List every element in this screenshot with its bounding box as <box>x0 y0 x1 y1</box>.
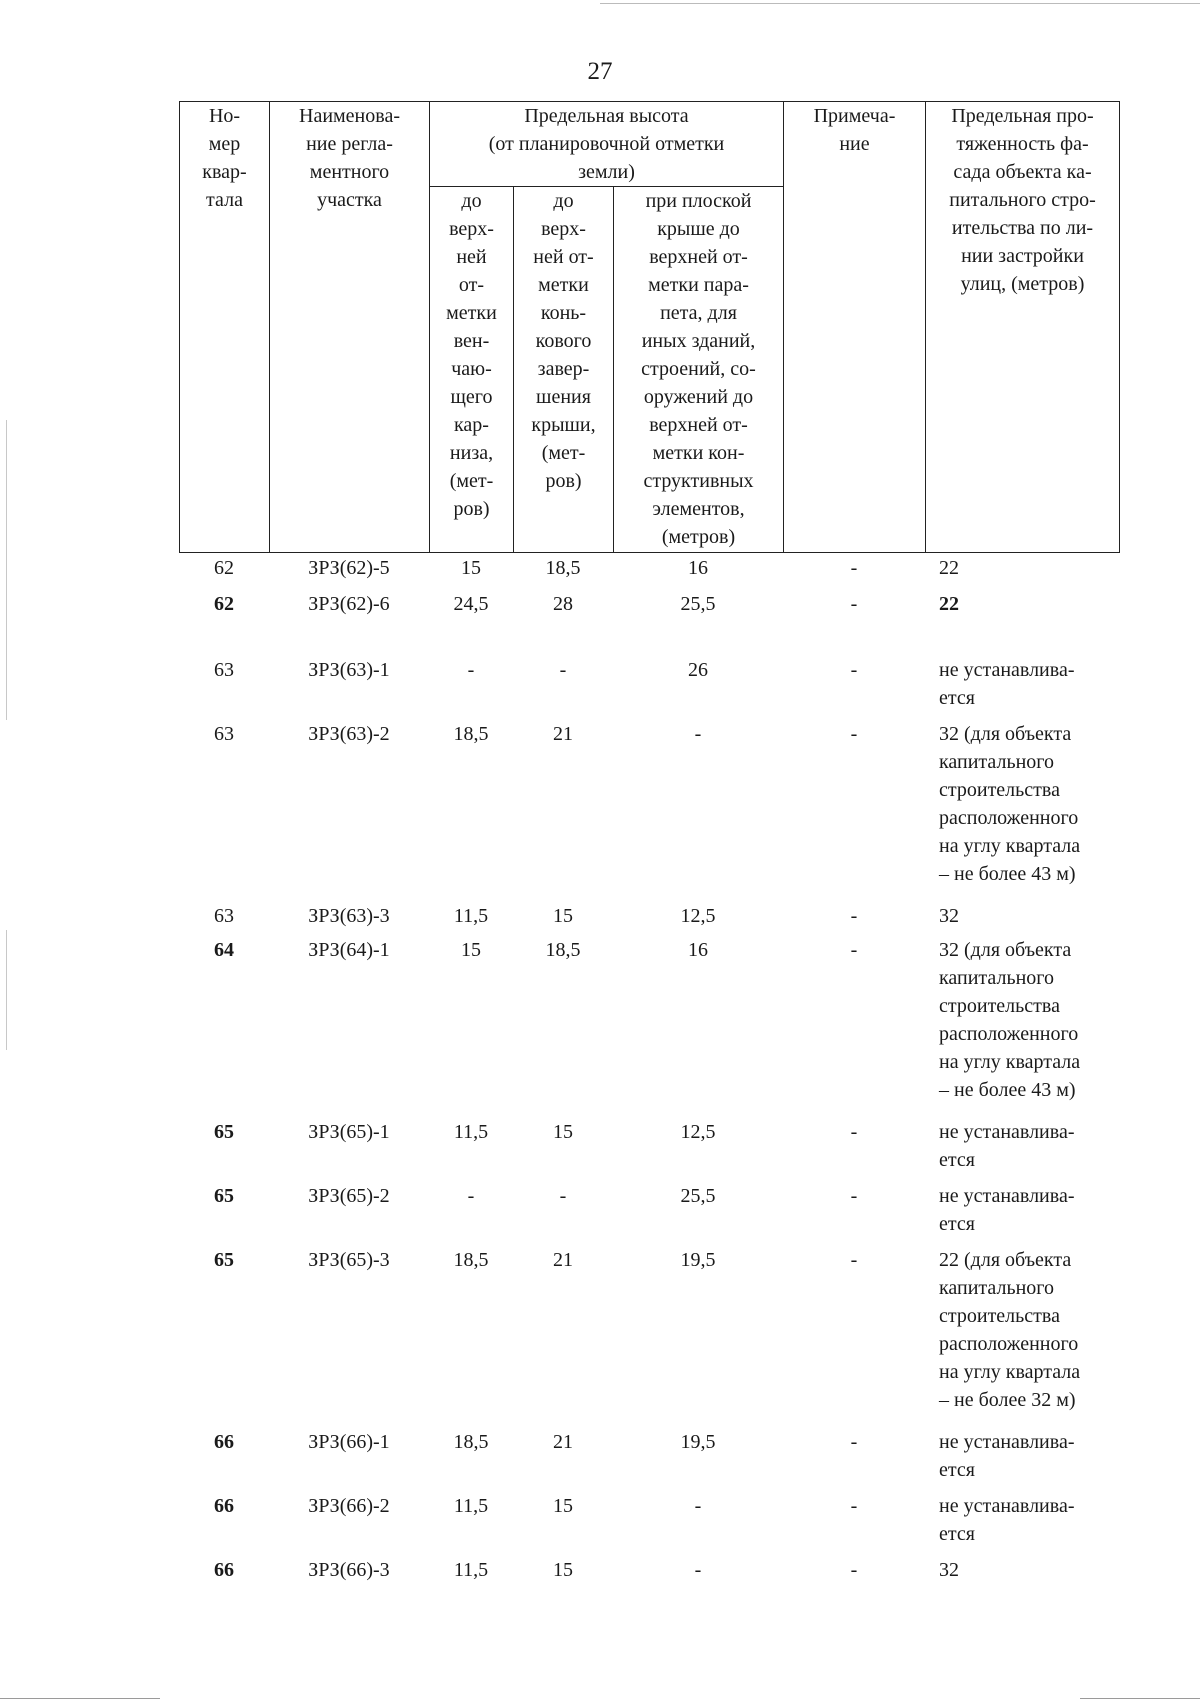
cell-flat-roof-height: 16 <box>688 557 708 579</box>
cell-facade-length: 22 <box>939 593 959 615</box>
cell-ridge-height: 15 <box>553 1121 573 1143</box>
cell-note: - <box>850 905 858 927</box>
cell-plot-name: ЗРЗ(62)-6 <box>308 593 390 615</box>
cell-ridge-height: 28 <box>553 593 573 615</box>
cell-note: - <box>850 1185 858 1207</box>
cell-facade-length: 32 (для объекта капитального строительства расположенного на углу квартала – не более 43 м) <box>939 939 1081 1101</box>
cell-flat-roof-height: 26 <box>688 659 708 681</box>
cell-plot-name: ЗРЗ(64)-1 <box>308 939 390 961</box>
cell-cornice-height: - <box>467 659 475 681</box>
cell-note: - <box>850 557 858 579</box>
table-body <box>179 554 1119 1584</box>
cell-quarter-number: 62 <box>214 557 234 579</box>
table-row <box>179 656 1119 712</box>
scan-top-rule <box>600 3 1200 4</box>
table-header <box>179 101 1120 553</box>
cell-cornice-height: 18,5 <box>453 723 489 745</box>
cell-note: - <box>850 593 858 615</box>
cell-plot-name: ЗРЗ(66)-3 <box>308 1559 390 1581</box>
cell-quarter-number: 65 <box>214 1121 234 1143</box>
scan-bottom-rule <box>0 1698 160 1699</box>
cell-note: - <box>850 1431 858 1453</box>
cell-plot-name: ЗРЗ(65)-3 <box>308 1249 390 1271</box>
cell-quarter-number: 63 <box>214 905 234 927</box>
cell-quarter-number: 63 <box>214 659 234 681</box>
cell-flat-roof-height: - <box>694 1559 702 1581</box>
cell-plot-name: ЗРЗ(62)-5 <box>308 557 390 579</box>
cell-facade-length: 32 (для объекта капитального строительства расположенного на углу квартала – не более 43 м) <box>939 723 1081 885</box>
scan-margin-line <box>6 420 7 720</box>
cell-flat-roof-height: - <box>694 723 702 745</box>
table-row <box>179 1118 1119 1174</box>
cell-flat-roof-height: 16 <box>688 939 708 961</box>
table-row <box>179 554 1119 582</box>
cell-quarter-number: 66 <box>214 1559 234 1581</box>
cell-quarter-number: 66 <box>214 1495 234 1517</box>
cell-facade-length: не устанавлива- ется <box>939 1121 1075 1171</box>
cell-note: - <box>850 1121 858 1143</box>
cell-facade-length: 22 <box>939 557 959 579</box>
cell-note: - <box>850 1559 858 1581</box>
cell-flat-roof-height: 19,5 <box>680 1249 716 1271</box>
cell-cornice-height: 24,5 <box>453 593 489 615</box>
cell-plot-name: ЗРЗ(66)-2 <box>308 1495 390 1517</box>
cell-cornice-height: 18,5 <box>453 1249 489 1271</box>
cell-ridge-height: - <box>559 659 567 681</box>
cell-plot-name: ЗРЗ(65)-1 <box>308 1121 390 1143</box>
scan-margin-line <box>6 930 7 1050</box>
table-row <box>179 590 1119 618</box>
cell-facade-length: не устанавлива- ется <box>939 1185 1075 1235</box>
cell-flat-roof-height: 19,5 <box>680 1431 716 1453</box>
cell-ridge-height: 15 <box>553 1495 573 1517</box>
cell-facade-length: 32 <box>939 905 959 927</box>
cell-ridge-height: 21 <box>553 723 573 745</box>
cell-facade-length: не устанавлива- ется <box>939 1431 1075 1481</box>
cell-plot-name: ЗРЗ(63)-3 <box>308 905 390 927</box>
header-flat-roof: при плоской крыше до верхней от- метки пара- пета, для иных зданий, строений, со- оружений до верхней от- метки кон- структивных элементов, (метров) <box>614 187 784 553</box>
cell-ridge-height: 15 <box>553 905 573 927</box>
table-row <box>179 1182 1119 1238</box>
cell-quarter-number: 63 <box>214 723 234 745</box>
cell-flat-roof-height: 25,5 <box>680 593 716 615</box>
table-row <box>179 720 1119 888</box>
cell-cornice-height: 15 <box>461 557 481 579</box>
cell-ridge-height: 21 <box>553 1249 573 1271</box>
cell-quarter-number: 64 <box>214 939 234 961</box>
table-row <box>179 1428 1119 1484</box>
cell-cornice-height: 11,5 <box>453 1495 489 1517</box>
header-height-group: Предельная высота (от планировочной отметки земли) <box>430 102 784 187</box>
cell-ridge-height: - <box>559 1185 567 1207</box>
cell-cornice-height: 11,5 <box>453 1559 489 1581</box>
table-row <box>179 1246 1119 1414</box>
cell-plot-name: ЗРЗ(63)-2 <box>308 723 390 745</box>
cell-plot-name: ЗРЗ(66)-1 <box>308 1431 390 1453</box>
cell-cornice-height: 11,5 <box>453 905 489 927</box>
cell-quarter-number: 65 <box>214 1185 234 1207</box>
page-number: 27 <box>587 58 613 85</box>
header-ridge: до верх- ней от- метки конь- кового завер- шения крыши, (мет- ров) <box>514 187 614 553</box>
table-row <box>179 1556 1119 1584</box>
cell-flat-roof-height: 12,5 <box>680 1121 716 1143</box>
cell-ridge-height: 18,5 <box>545 557 581 579</box>
table-row <box>179 902 1119 930</box>
cell-cornice-height: - <box>467 1185 475 1207</box>
table-row <box>179 936 1119 1104</box>
cell-cornice-height: 11,5 <box>453 1121 489 1143</box>
scan-bottom-rule <box>1080 1698 1200 1699</box>
header-cornice: до верх- ней от- метки вен- чаю- щего кар- низа, (мет- ров) <box>430 187 514 553</box>
header-facade: Предельная про- тяженность фа- сада объекта ка- питального стро- ительства по ли- нии застройки улиц, (метров) <box>926 102 1120 553</box>
cell-cornice-height: 15 <box>461 939 481 961</box>
cell-facade-length: не устанавлива- ется <box>939 1495 1075 1545</box>
cell-quarter-number: 65 <box>214 1249 234 1271</box>
header-name: Наименова- ние регла- ментного участка <box>270 102 430 553</box>
cell-plot-name: ЗРЗ(65)-2 <box>308 1185 390 1207</box>
table-row <box>179 1492 1119 1548</box>
cell-quarter-number: 66 <box>214 1431 234 1453</box>
cell-ridge-height: 21 <box>553 1431 573 1453</box>
cell-facade-length: не устанавлива- ется <box>939 659 1075 709</box>
cell-flat-roof-height: 25,5 <box>680 1185 716 1207</box>
cell-note: - <box>850 723 858 745</box>
cell-flat-roof-height: 12,5 <box>680 905 716 927</box>
cell-facade-length: 32 <box>939 1559 959 1581</box>
cell-ridge-height: 18,5 <box>545 939 581 961</box>
cell-facade-length: 22 (для объекта капитального строительства расположенного на углу квартала – не более 32 м) <box>939 1249 1081 1411</box>
cell-flat-roof-height: - <box>694 1495 702 1517</box>
cell-quarter-number: 62 <box>214 593 234 615</box>
cell-cornice-height: 18,5 <box>453 1431 489 1453</box>
header-quarter: Но- мер квар- тала <box>180 102 270 553</box>
cell-note: - <box>850 1249 858 1271</box>
cell-plot-name: ЗРЗ(63)-1 <box>308 659 390 681</box>
cell-note: - <box>850 939 858 961</box>
cell-ridge-height: 15 <box>553 1559 573 1581</box>
cell-note: - <box>850 1495 858 1517</box>
cell-note: - <box>850 659 858 681</box>
header-note: Примеча- ние <box>784 102 926 553</box>
